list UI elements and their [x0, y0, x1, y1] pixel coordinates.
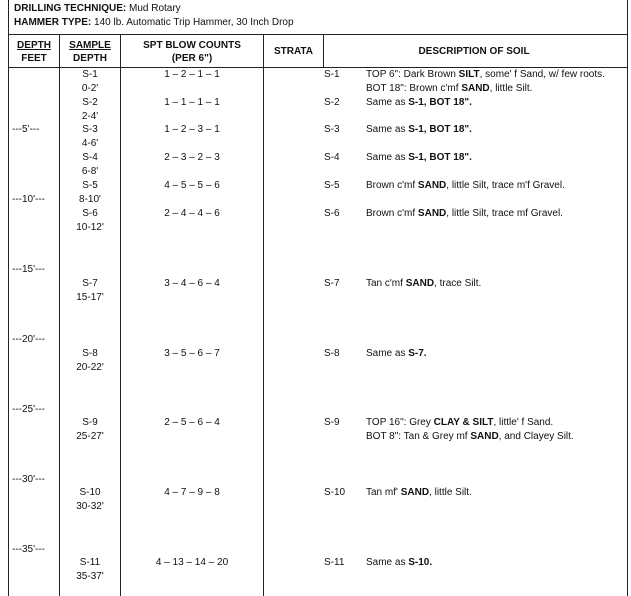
- col-header-spt-line2: (PER 6"): [171, 53, 213, 64]
- strata-sample-ref: S-2: [324, 97, 340, 108]
- depth-mark: ---5'---: [12, 124, 40, 135]
- strata-sample-ref: S-9: [324, 417, 340, 428]
- sample-id: S-6: [82, 208, 98, 219]
- strata-sample-ref: S-7: [324, 278, 340, 289]
- sample-depth: 35-37': [76, 571, 104, 582]
- description-segment: , trace Silt.: [434, 278, 482, 289]
- sample-id: S-2: [82, 97, 98, 108]
- soil-description-line: [366, 96, 472, 109]
- soil-description-line: [366, 123, 472, 136]
- description-segment: S-10.: [408, 557, 433, 568]
- strata-sample-ref: S-4: [324, 152, 340, 163]
- spt-blow-counts: 4 – 7 – 9 – 8: [164, 487, 220, 498]
- soil-description-line: [366, 277, 481, 290]
- sample-depth: 8-10': [79, 194, 101, 205]
- depth-mark: ---35'---: [12, 544, 46, 555]
- sample-id: S-4: [82, 152, 98, 163]
- sample-id: S-7: [82, 278, 98, 289]
- soil-description-line: [366, 207, 563, 220]
- strata-sample-ref: S-3: [324, 124, 340, 135]
- description-segment: Tan mf': [366, 487, 401, 498]
- soil-description-line: [366, 486, 472, 499]
- strata-sample-ref: S-8: [324, 348, 340, 359]
- strata-sample-ref: S-11: [324, 557, 345, 568]
- description-segment: Same as: [366, 124, 409, 135]
- description-segment: TOP 16": Grey: [366, 417, 434, 428]
- soil-description-line: [366, 430, 574, 443]
- col-header-depth-line2: FEET: [21, 53, 47, 64]
- col-header-description: DESCRIPTION OF SOIL: [418, 46, 530, 57]
- col-header-sample: [60, 39, 120, 65]
- spt-blow-counts: 1 – 1 – 1 – 1: [164, 97, 220, 108]
- col-header-depth-line1: DEPTH: [17, 40, 51, 51]
- drilling-technique-line: [14, 3, 181, 14]
- col-divider-sample: [120, 34, 121, 596]
- sample-depth: 25-27': [76, 431, 104, 442]
- description-segment: SILT: [458, 69, 480, 80]
- depth-mark: ---25'---: [12, 404, 46, 415]
- col-header-spt: [121, 39, 263, 65]
- soil-description-line: [366, 68, 605, 81]
- depth-mark: ---30'---: [12, 474, 46, 485]
- soil-description-line: [366, 347, 427, 360]
- description-segment: Brown c'mf: [366, 180, 418, 191]
- description-segment: , little' f Sand.: [493, 417, 554, 428]
- description-segment: , little Silt.: [429, 487, 472, 498]
- description-segment: , little Silt, trace mf Gravel.: [446, 208, 563, 219]
- description-segment: , and Clayey Silt.: [498, 431, 574, 442]
- description-segment: , little Silt.: [489, 83, 533, 94]
- sample-depth: 2-4': [81, 111, 99, 122]
- description-segment: , some' f Sand, w/ few roots.: [479, 69, 605, 80]
- spt-blow-counts: 2 – 3 – 2 – 3: [164, 152, 220, 163]
- spt-blow-counts: 3 – 4 – 6 – 4: [164, 278, 220, 289]
- description-segment: CLAY & SILT: [433, 417, 494, 428]
- description-segment: Same as: [366, 97, 409, 108]
- soil-description-line: [366, 151, 472, 164]
- spt-blow-counts: 3 – 5 – 6 – 7: [164, 348, 220, 359]
- soil-description-line: [366, 556, 432, 569]
- spt-blow-counts: 2 – 4 – 4 – 6: [164, 208, 220, 219]
- description-segment: Same as: [366, 348, 409, 359]
- description-segment: Brown c'mf: [366, 208, 418, 219]
- spt-blow-counts: 2 – 5 – 6 – 4: [164, 417, 220, 428]
- depth-mark: ---15'---: [12, 264, 46, 275]
- sample-depth: 6-8': [81, 166, 99, 177]
- strata-sample-ref: S-6: [324, 208, 340, 219]
- description-segment: SAND: [400, 487, 430, 498]
- description-segment: SAND: [470, 431, 499, 442]
- description-segment: S-1, BOT 18".: [408, 152, 472, 163]
- sample-id: S-3: [82, 124, 98, 135]
- description-segment: S-7.: [408, 348, 427, 359]
- hammer-type-label: HAMMER TYPE:: [14, 17, 92, 28]
- sample-id: S-1: [82, 69, 98, 80]
- spt-blow-counts: 1 – 2 – 3 – 1: [164, 124, 220, 135]
- soil-description-line: [366, 416, 553, 429]
- strata-sample-ref: S-5: [324, 180, 340, 191]
- strata-sample-ref: S-1: [324, 69, 340, 80]
- description-segment: SAND: [417, 180, 447, 191]
- spt-blow-counts: 4 – 5 – 5 – 6: [164, 180, 220, 191]
- soil-description-line: [366, 82, 532, 95]
- sample-id: S-5: [82, 180, 98, 191]
- description-segment: Same as: [366, 557, 409, 568]
- col-header-strata: STRATA: [273, 46, 314, 57]
- drilling-technique-label: DRILLING TECHNIQUE:: [14, 3, 127, 14]
- description-segment: S-1, BOT 18".: [408, 97, 472, 108]
- sample-id: S-11: [79, 557, 101, 568]
- description-segment: , little Silt, trace m'f Gravel.: [446, 180, 565, 191]
- sample-depth: 4-6': [81, 138, 99, 149]
- hammer-type-value: 140 lb. Automatic Trip Hammer, 30 Inch Drop: [94, 17, 294, 28]
- sample-depth: 30-32': [76, 501, 104, 512]
- col-header-spt-line1: SPT BLOW COUNTS: [143, 40, 241, 51]
- spt-blow-counts: 1 – 2 – 1 – 1: [164, 69, 220, 80]
- sample-id: S-9: [82, 417, 98, 428]
- spt-blow-counts: 4 – 13 – 14 – 20: [155, 557, 229, 568]
- description-segment: SAND: [461, 83, 490, 94]
- col-divider-spt: [263, 34, 264, 596]
- sample-depth: 0-2': [81, 83, 99, 94]
- description-segment: TOP 6": Dark Brown: [366, 69, 459, 80]
- drilling-technique-value: Mud Rotary: [129, 3, 181, 14]
- soil-description-line: [366, 179, 565, 192]
- depth-mark: ---10'---: [12, 194, 46, 205]
- col-header-depth: [9, 39, 59, 65]
- sample-id: S-10: [79, 487, 101, 498]
- table-top-border: [8, 34, 628, 35]
- col-header-sample-line2: DEPTH: [73, 53, 107, 64]
- description-segment: S-1, BOT 18".: [408, 124, 472, 135]
- description-segment: BOT 18": Brown c'mf: [366, 83, 462, 94]
- description-segment: SAND: [417, 208, 447, 219]
- col-header-sample-line1: SAMPLE: [69, 40, 111, 51]
- sample-id: S-8: [82, 348, 98, 359]
- description-segment: Tan c'mf: [366, 278, 406, 289]
- strata-sample-ref: S-10: [324, 487, 346, 498]
- sample-depth: 10-12': [76, 222, 104, 233]
- description-segment: Same as: [366, 152, 409, 163]
- sample-depth: 15-17': [76, 292, 104, 303]
- hammer-type-line: [14, 17, 294, 28]
- sample-depth: 20-22': [76, 362, 104, 373]
- description-segment: BOT 8": Tan & Grey mf: [366, 431, 471, 442]
- depth-mark: ---20'---: [12, 334, 46, 345]
- description-segment: SAND: [405, 278, 435, 289]
